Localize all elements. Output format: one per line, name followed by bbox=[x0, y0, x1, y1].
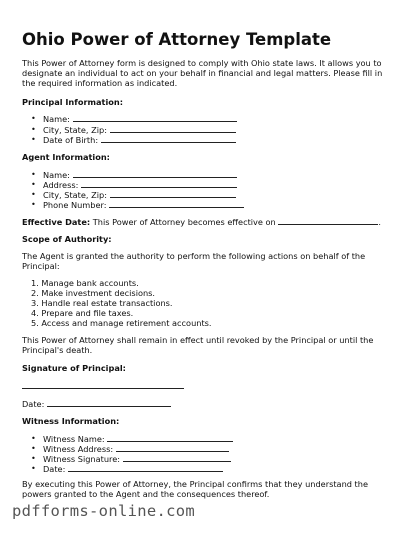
principal-dob-field[interactable]: Date of Birth: bbox=[43, 134, 236, 145]
signature-field[interactable] bbox=[22, 380, 184, 389]
witness-name-field[interactable]: Witness Name: bbox=[43, 433, 233, 444]
principal-heading: Principal Information: bbox=[22, 97, 123, 107]
principal-name-field[interactable]: Name: bbox=[43, 113, 237, 124]
witness-address-field[interactable]: Witness Address: bbox=[43, 443, 229, 454]
agent-name-field[interactable]: Name: bbox=[43, 169, 237, 180]
scope-item: 5. Access and manage retirement accounts. bbox=[31, 318, 212, 328]
agent-address-field[interactable]: Address: bbox=[43, 179, 237, 190]
scope-item: 3. Handle real estate transactions. bbox=[31, 298, 173, 308]
effective-date-field[interactable] bbox=[278, 216, 378, 225]
agent-city-field[interactable]: City, State, Zip: bbox=[43, 189, 236, 200]
closing-paragraph: By executing this Power of Attorney, the Principal confirms that they understand the powers granted to the Agent and the consequences thereof. bbox=[22, 479, 368, 500]
principal-city-field[interactable]: City, State, Zip: bbox=[43, 124, 236, 135]
effective-date-line: Effective Date: This Power of Attorney becomes effective on . bbox=[22, 217, 381, 227]
agent-phone-field[interactable]: Phone Number: bbox=[43, 199, 244, 210]
scope-item: 2. Make investment decisions. bbox=[31, 288, 156, 298]
validity-paragraph: This Power of Attorney shall remain in effect until revoked by the Principal or until the Principal's death. bbox=[22, 335, 374, 356]
intro-paragraph: This Power of Attorney form is designed to comply with Ohio state laws. It allows you to designate an individual to act on your behalf in financial and legal matters. Please fill in the required information as indicated. bbox=[22, 58, 383, 89]
effective-date-label: Effective Date: bbox=[22, 217, 91, 227]
effective-date-text: This Power of Attorney becomes effective on bbox=[92, 217, 276, 227]
agent-heading: Agent Information: bbox=[22, 152, 110, 162]
witness-signature-field[interactable]: Witness Signature: bbox=[43, 453, 231, 464]
scope-item: 1. Manage bank accounts. bbox=[31, 278, 139, 288]
document-title: Ohio Power of Attorney Template bbox=[22, 30, 332, 49]
scope-paragraph: The Agent is granted the authority to perform the following actions on behalf of the Principal: bbox=[22, 251, 366, 272]
witness-heading: Witness Information: bbox=[22, 416, 120, 426]
signature-heading: Signature of Principal: bbox=[22, 363, 126, 373]
witness-date-field[interactable]: Date: bbox=[43, 463, 223, 474]
site-watermark: pdfforms-online.com bbox=[12, 502, 196, 520]
signature-date-field[interactable]: Date: bbox=[22, 398, 171, 409]
scope-heading: Scope of Authority: bbox=[22, 234, 112, 244]
scope-item: 4. Prepare and file taxes. bbox=[31, 308, 134, 318]
